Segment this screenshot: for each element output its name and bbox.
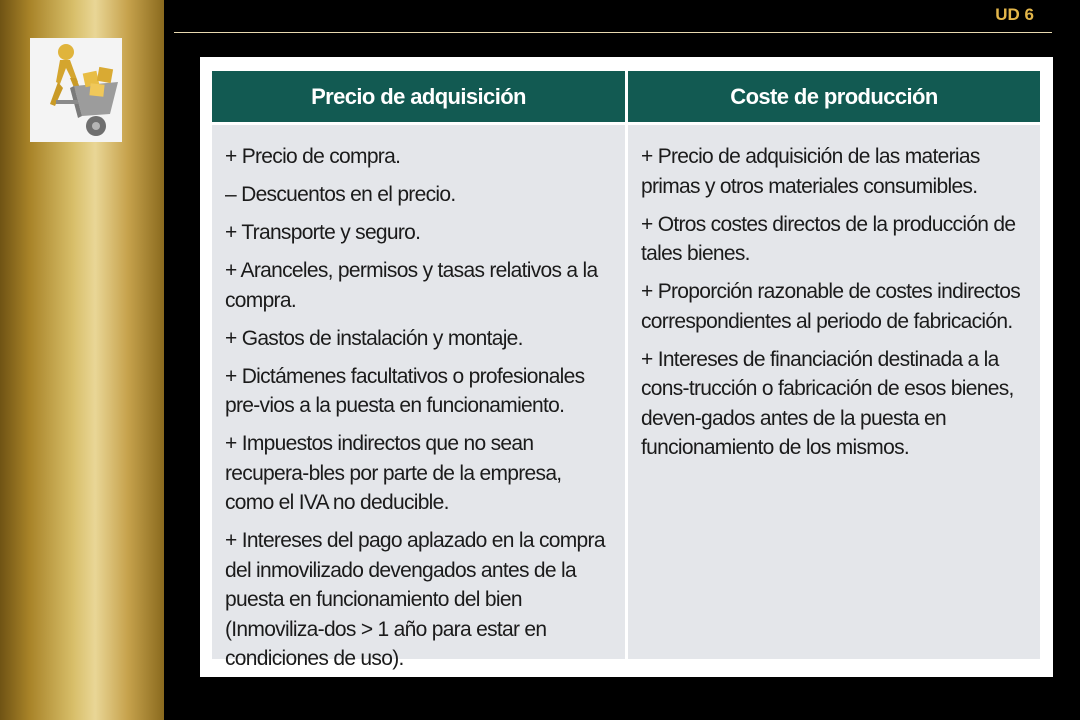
column-precio-adquisicion (212, 71, 628, 670)
comparison-table (212, 71, 1040, 670)
list-item: + Dictámenes facultativos o profesionales pre-vios a la puesta en funcionamiento. (225, 364, 585, 417)
item-list (212, 125, 625, 674)
list-item: + Impuestos indirectos que no sean recupera-bles por parte de la empresa, como el IVA no deducible. (225, 432, 562, 514)
unit-label: UD 6 (995, 5, 1034, 24)
logo-image (30, 38, 122, 142)
column-header: Coste de producción (628, 71, 1040, 125)
list-item: + Intereses de financiación destinada a la cons-trucción o fabricación de esos bienes, deven-gados antes de la puesta en funcionamiento de los mismos. (641, 347, 1014, 459)
column-header: Precio de adquisición (212, 71, 625, 125)
list-item: + Intereses del pago aplazado en la compra del inmovilizado devengados antes de la puesta en funcionamiento del bien (Inmoviliza-dos > 1 año para estar en condiciones de uso). (225, 529, 605, 670)
table-frame (200, 57, 1053, 677)
header-divider (174, 32, 1052, 33)
list-item: + Precio de adquisición de las materias primas y otros materiales consumibles. (641, 145, 980, 198)
list-item: – Descuentos en el precio. (225, 183, 456, 206)
list-item: + Proporción razonable de costes indirectos correspondientes al periodo de fabricación. (641, 280, 1021, 333)
item-list (628, 125, 1040, 463)
column-coste-produccion (628, 71, 1040, 659)
list-item: + Precio de compra. (225, 145, 401, 168)
list-item: + Transporte y seguro. (225, 221, 421, 244)
side-gold-band (0, 0, 164, 720)
list-item: + Gastos de instalación y montaje. (225, 326, 523, 350)
list-item: + Aranceles, permisos y tasas relativos a la compra. (225, 259, 598, 312)
figure-wheelbarrow-puzzle-icon (30, 38, 122, 142)
list-item: + Otros costes directos de la producción de tales bienes. (641, 212, 1016, 265)
